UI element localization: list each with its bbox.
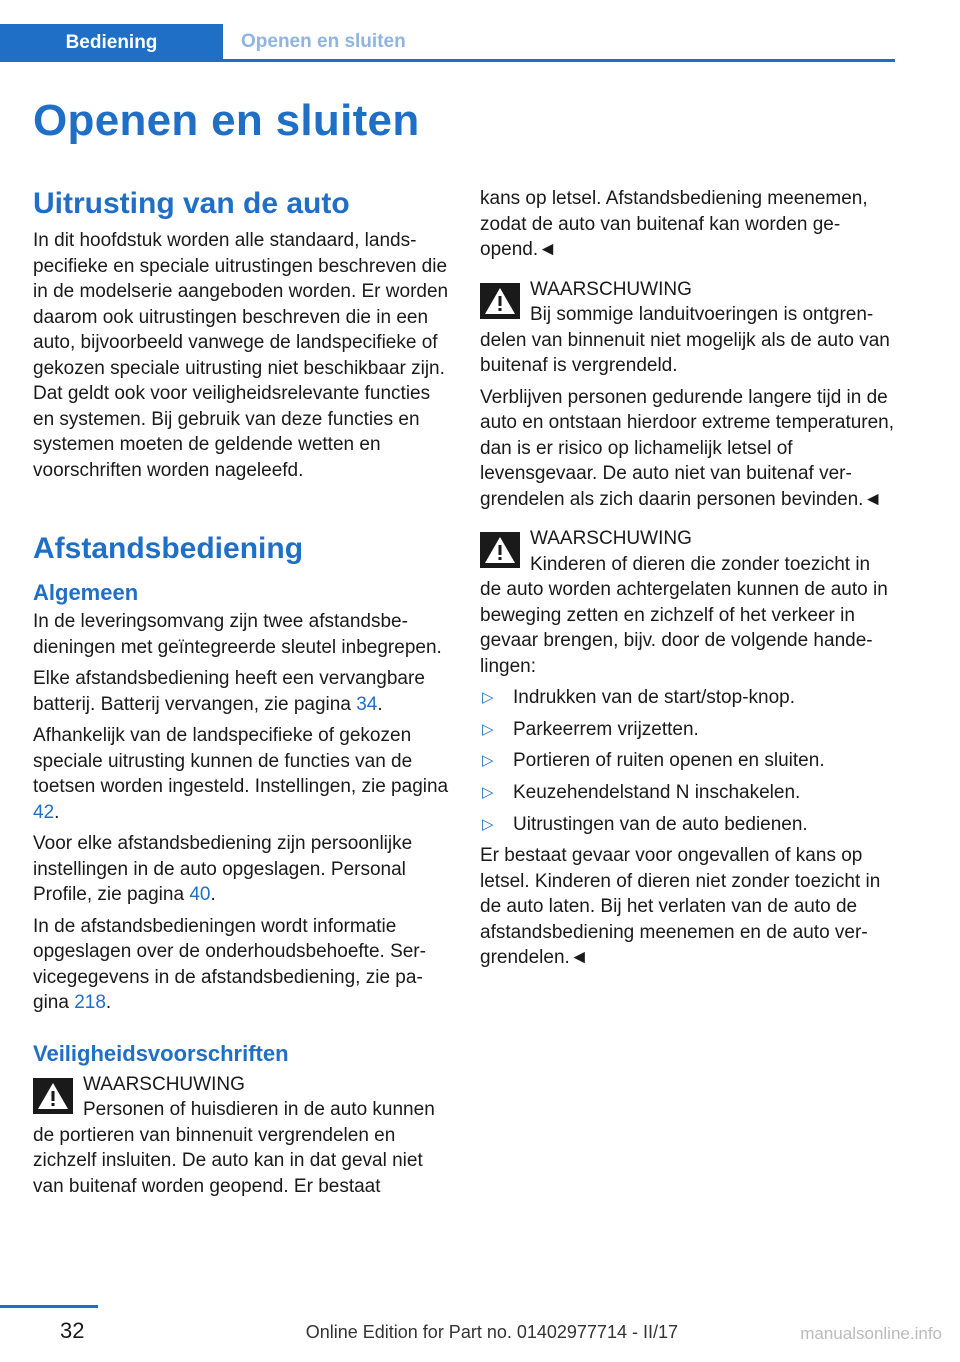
left-column	[33, 186, 451, 1205]
header-rule	[0, 59, 895, 62]
list-item: ▷ Indrukken van de start/stop-knop.	[480, 685, 896, 711]
warning-body: Kinderen of dieren die zonder toezicht in de auto worden achtergelaten kunnen de auto in beweging zetten en zichzelf of het verkeer in gevaar brengen, bijv. door de volgende handelingen:	[480, 553, 888, 677]
paragraph: In dit hoofdstuk worden alle standaard, landspecifieke en speciale uitrustingen beschreven die in de modelserie aangeboden worden. Er worden daarom ook uitrustingen beschreven die in een auto, bijvoorbeeld vanwege de landspecifieke of gekozen speciale uitrusting niet beschikbaar zijn. Dat geldt ook voor veiligheidsrelevante functies en systemen. Bij gebruik van deze functies en systemen moeten de geldende wetten en voorschriften worden nageleefd.	[33, 230, 449, 481]
subsection-title-algemeen: Algemeen	[33, 580, 139, 605]
list-item: ▷ Parkeerrem vrijzetten.	[480, 717, 896, 743]
page-link-218[interactable]: 218	[74, 992, 106, 1013]
subsection-title-veiligheidsvoorschriften: Veiligheidsvoorschriften	[33, 1040, 289, 1066]
list-item: ▷ Uitrustingen van de auto bedienen.	[480, 812, 896, 838]
paragraph: Verblijven personen gedurende langere tijd in de auto en ontstaan hierdoor extreme temperaturen, dan is er risico op lichamelijk letsel of levensgevaar. De auto niet van buitenaf vergrendelen als zich daarin personen bevinden.◄	[480, 386, 895, 510]
bullet-triangle-icon: ▷	[482, 689, 494, 706]
paragraph: kans op letsel. Afstandsbediening meenemen, zodat de auto van buitenaf kan worden geopend.◄	[480, 188, 868, 260]
page-number: 32	[60, 1318, 85, 1343]
paragraph: Afhankelijk van de landspecifieke of gekozen speciale uitrusting kunnen de functies van de toetsen worden ingesteld. Instellingen, zie pagina 42.	[33, 725, 449, 823]
paragraph: Er bestaat gevaar voor ongevallen of kans op letsel. Kinderen of dieren niet zonder toezicht in de auto laten. Bij het verlaten van de auto de afstandsbediening meenemen en de auto vergrendelen.◄	[480, 845, 881, 969]
page-link-40[interactable]: 40	[189, 884, 211, 905]
list-item: ▷ Portieren of ruiten openen en sluiten.	[480, 748, 896, 774]
page-title: Openen en sluiten	[33, 96, 420, 145]
warning-triangle-icon	[480, 532, 520, 568]
list-item: ▷ Keuzehendelstand N inschakelen.	[480, 780, 896, 806]
footer-edition: Online Edition for Part no. 01402977714 - II/17	[305, 1322, 678, 1342]
warning-block	[480, 277, 896, 379]
warning-title: WAARSCHUWING	[530, 278, 692, 300]
section-title-uitrusting: Uitrusting van de auto	[33, 187, 350, 220]
page-link-34[interactable]: 34	[356, 693, 378, 715]
warning-triangle-icon	[480, 283, 520, 319]
bullet-triangle-icon: ▷	[482, 720, 494, 738]
footer-rule	[0, 1305, 98, 1308]
watermark: manualsonline.info	[800, 1324, 942, 1343]
warning-body: Personen of huisdieren in de auto kunnen de portieren van binnenuit vergrendelen en zichzelf insluiten. De auto kan in dat geval niet van buitenaf worden geopend. Er bestaat	[33, 1099, 435, 1197]
page-link-42[interactable]: 42	[33, 801, 55, 823]
warning-triangle-icon	[33, 1078, 73, 1114]
tab-openen-en-sluiten[interactable]: Openen en sluiten	[241, 31, 406, 52]
warning-body: Bij sommige landuitvoeringen is ontgrendelen van binnenuit niet mogelijk als de auto van buitenaf is vergrendeld.	[480, 304, 890, 376]
section-title-afstandsbediening: Afstandsbediening	[33, 532, 304, 565]
warning-block	[480, 526, 896, 679]
bullet-triangle-icon: ▷	[482, 815, 494, 833]
paragraph: Voor elke afstandsbediening zijn persoonlijke instellingen in de auto opgeslagen. Personal Profile, zie pagina 40.	[33, 833, 413, 905]
header-tabbar	[0, 24, 895, 62]
bullet-triangle-icon: ▷	[482, 784, 494, 802]
paragraph: In de afstandsbedieningen wordt informatie opgeslagen over de onderhoudsbehoefte. Servicegegevens in de afstandsbediening, zie pagina 218.	[33, 915, 426, 1013]
bullet-triangle-icon: ▷	[482, 752, 494, 770]
paragraph: Elke afstandsbediening heeft een vervangbare batterij. Batterij vervangen, zie pagina 34.	[33, 668, 425, 715]
right-column	[480, 186, 896, 977]
warning-title: WAARSCHUWING	[530, 528, 692, 549]
tab-bediening[interactable]: Bediening	[0, 24, 223, 62]
bullet-list	[480, 685, 896, 837]
warning-title: WAARSCHUWING	[83, 1073, 245, 1095]
warning-block	[33, 1072, 451, 1200]
paragraph: In de leveringsomvang zijn twee afstandsbedieningen met geïntegreerde sleutel inbegrepen.	[33, 611, 442, 658]
